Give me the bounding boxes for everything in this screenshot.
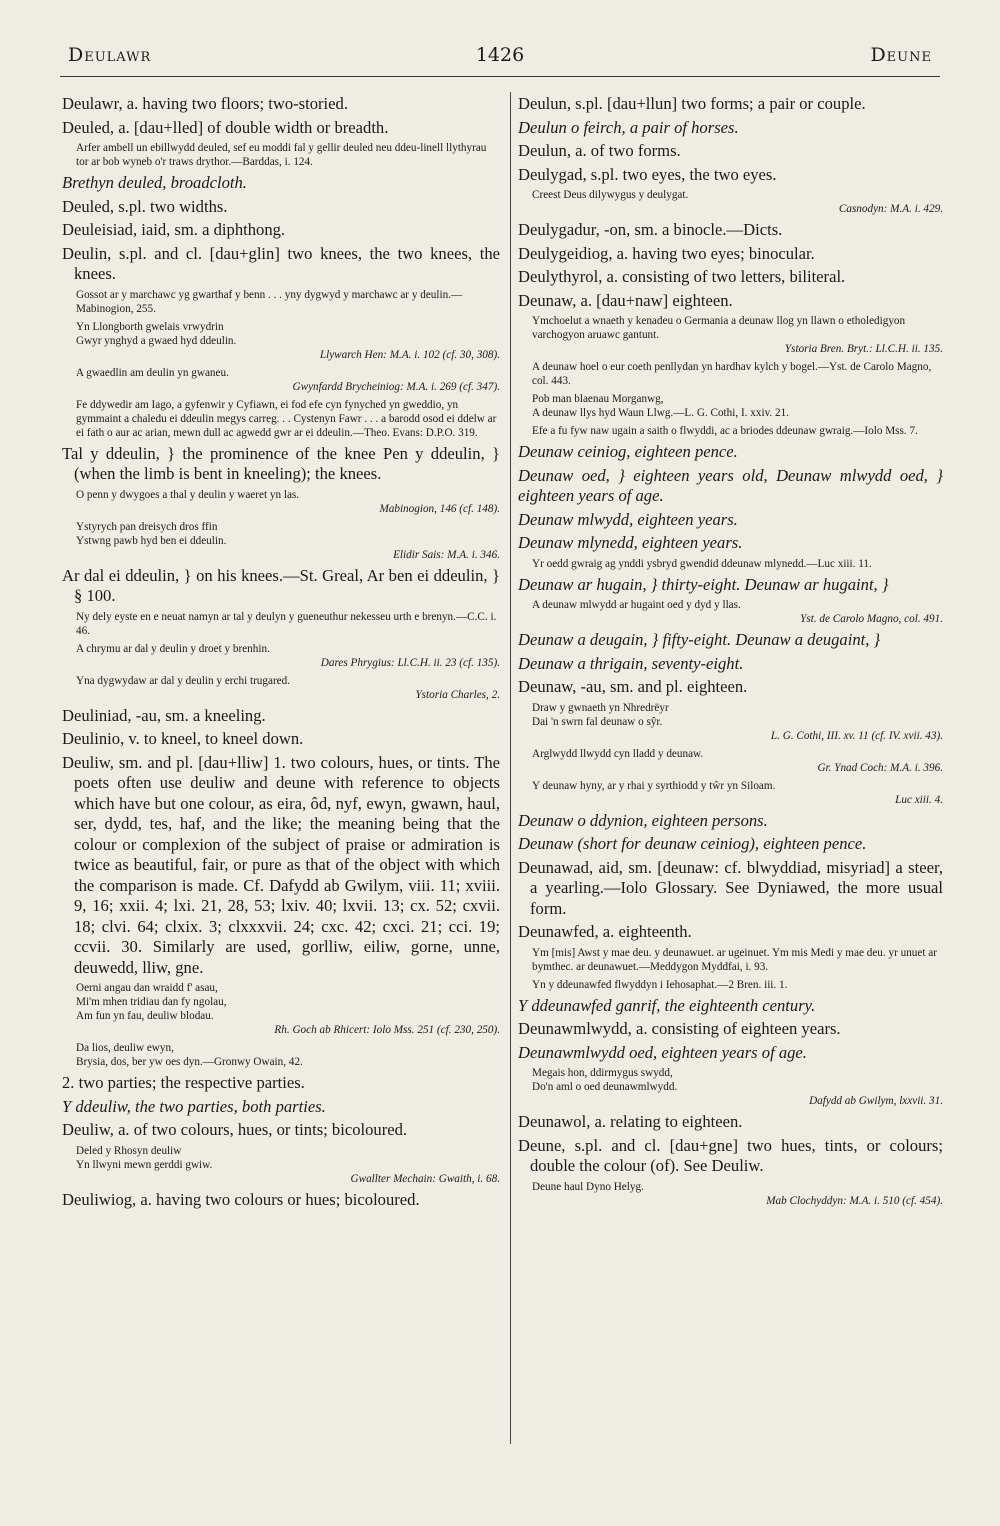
quotation-text: Deled y Rhosyn deuliw Yn llwyni mewn gerddi gwiw. [76, 1144, 213, 1171]
sense-number-line: 2. two parties; the respective parties. [62, 1073, 305, 1092]
dictionary-entry: Deunawol, a. relating to eighteen. [518, 1112, 743, 1131]
quotation [532, 424, 943, 438]
quotation-text: Pob man blaenau Morganwg, A deunaw llys hyd Waun Llwg.—L. G. Cothi, I. xxiv. 21. [532, 393, 790, 419]
quotation [532, 701, 943, 743]
page-number: 1426 [475, 44, 525, 66]
quotation-citation: Dafydd ab Gwilym, lxxvii. 31. [809, 1095, 943, 1107]
quotation [76, 1041, 500, 1069]
quotation-citation: Mab Clochyddyn: M.A. i. 510 (cf. 454). [766, 1194, 943, 1207]
phrase-entry: Brethyn deuled, broadcloth. [62, 173, 247, 192]
phrase-entry: Deunaw mlwydd, eighteen years. [518, 509, 738, 529]
quotation-citation: Elidir Sais: M.A. i. 346. [393, 548, 500, 561]
quotation-text: Efe a fu fyw naw ugain a saith o flwyddi, ac a briodes ddeunaw gwraig.—Iolo Mss. 7. [532, 425, 918, 437]
quotation-text: Draw y gwnaeth yn Nhredrëyr Dai 'n swrn fal deunaw o sŷr. [532, 701, 669, 728]
quotation [76, 1144, 500, 1186]
dictionary-entry: Deunaw, a. [dau+naw] eighteen. [518, 290, 733, 310]
dictionary-entry: Deulygeidiog, a. having two eyes; binocular. [518, 243, 815, 263]
quotation-text: Ymchoelut a wnaeth y kenadeu o Germania a deunaw llog yn llawn o etholedigyon varchogyon aruawc gantunt. [532, 315, 906, 341]
quotation [532, 1066, 943, 1108]
quotation [76, 642, 500, 670]
phrase-entry: Deunawmlwydd oed, eighteen years of age. [518, 1042, 807, 1062]
quotation-citation: Ystoria Bren. Bryt.: Ll.C.H. ii. 135. [784, 343, 943, 355]
quotation-text: O penn y dwygoes a thal y deulin y waeret yn las. [76, 488, 300, 501]
quotation-text: Da lios, deuliw ewyn, Brysia, dos, ber yw oes dyn.—Gronwy Owain, 42. [76, 1042, 303, 1068]
quotation-citation: Gwallter Mechain: Gwaith, i. 68. [350, 1172, 500, 1185]
dictionary-entry: Deulun, s.pl. [dau+llun] two forms; a pair or couple. [518, 94, 866, 113]
phrase-entry: Deunaw ceiniog, eighteen pence. [518, 442, 738, 461]
quotation-text: Y deunaw hyny, ar y rhai y syrthiodd y tŵr yn Siloam. [532, 779, 776, 792]
quotation-citation: Mabinogion, 146 (cf. 148). [379, 502, 500, 515]
quotation [532, 978, 943, 992]
quotation [532, 392, 943, 420]
dictionary-entry: Ar dal ei ddeulin, } on his knees.—St. Greal, Ar ben ei ddeulin, } § 100. [62, 565, 500, 605]
phrase-entry: Deunaw o ddynion, eighteen persons. [518, 810, 768, 830]
phrase-entry: Deunaw ar hugain, } thirty-eight. Deunaw ar hugaint, } [518, 574, 889, 594]
quotation [532, 314, 943, 356]
dictionary-entry: Deuled, a. [dau+lled] of double width or breadth. [62, 117, 389, 137]
quotation-text: Yn y ddeunawfed flwyddyn i Iehosaphat.—2 Bren. iii. 1. [532, 978, 788, 991]
quotation [76, 981, 500, 1037]
left-column [62, 94, 500, 1454]
quotation-text: Ym [mis] Awst y mae deu. y deunawuet. ar ugeinuet. Ym mis Medi y mae deu. yr unuet ar bymthec. ar deunawuet.—Meddygon Myddfai, i. 93. [532, 946, 937, 973]
dictionary-entry: Deunaw, -au, sm. and pl. eighteen. [518, 677, 748, 696]
quotation [76, 366, 500, 394]
dictionary-entry: Deune, s.pl. and cl. [dau+gne] two hues, tints, or colours; double the colour (of). See Deuliw. [518, 1135, 943, 1175]
quotation-citation: Casnodyn: M.A. i. 429. [838, 203, 943, 215]
quotation [76, 320, 500, 362]
quotation [532, 598, 943, 626]
quotation [532, 779, 943, 807]
quotation-text: Creest Deus dilywygus y deulygat. [532, 189, 689, 201]
phrase-entry: Deunaw oed, } eighteen years old, Deunaw mlwydd oed, } eighteen years of age. [518, 465, 943, 505]
dictionary-entry: Deulin, s.pl. and cl. [dau+glin] two knees, the two knees, the knees. [62, 243, 500, 283]
quotation-text: Arfer ambell un ebillwydd deuled, sef eu moddi fal y gellir deuled neu ddeu-linell llythyrau tor ar bob wyneb o'r traws drythor.—Barddas, i. 124. [76, 142, 487, 168]
dictionary-entry: Deunawad, aid, sm. [deunaw: cf. blwyddiad, misyriad] a steer, a yearling.—Iolo Glossary. See Dyniawed, the more usual form. [518, 857, 943, 918]
dictionary-entry: Deuliw, a. of two colours, hues, or tints; bicoloured. [62, 1120, 408, 1139]
dictionary-entry: Deuleisiad, iaid, sm. a diphthong. [62, 220, 286, 239]
dictionary-entry: Deulinio, v. to kneel, to kneel down. [62, 729, 304, 748]
quotation [76, 610, 500, 638]
dictionary-entry: Deuled, s.pl. two widths. [62, 196, 228, 216]
quotation [76, 520, 500, 562]
quotation-text: Yn Llongborth gwelais vrwydrin Gwyr ynghyd a gwaed hyd ddeulin. [76, 320, 237, 347]
phrase-entry: Deunaw (short for deunaw ceiniog), eighteen pence. [518, 834, 867, 853]
dictionary-entry: Deulawr, a. having two floors; two-storied. [62, 94, 348, 113]
quotation-text: Yr oedd gwraig ag ynddi ysbryd gwendid ddeunaw mlynedd.—Luc xiii. 11. [532, 557, 872, 570]
dictionary-entry: Deulygad, s.pl. two eyes, the two eyes. [518, 164, 777, 184]
quotation [532, 557, 943, 571]
phrase-entry: Deunaw a deugain, } fifty-eight. Deunaw a deugaint, } [518, 630, 881, 649]
phrase-entry: Deunaw a thrigain, seventy-eight. [518, 653, 744, 673]
right-column [518, 94, 943, 1454]
running-header [60, 40, 940, 77]
quotation-citation: Luc xiii. 4. [895, 793, 943, 806]
dictionary-entry: Tal y ddeulin, } the prominence of the knee Pen y ddeulin, } (when the limb is bent in kneeling); the knees. [62, 443, 500, 483]
quotation-text: Arglwydd llwydd cyn lladd y deunaw. [532, 747, 704, 760]
quotation-text: A chrymu ar dal y deulin y droet y brenhin. [76, 642, 270, 655]
quotation-citation: Rh. Goch ab Rhicert: Iolo Mss. 251 (cf. 230, 250). [274, 1024, 500, 1036]
phrase-entry: Deunaw mlynedd, eighteen years. [518, 533, 743, 552]
quotation [532, 188, 943, 216]
phrase-entry: Deulun o feirch, a pair of horses. [518, 117, 739, 137]
header-left-guideword: Deulawr [68, 44, 152, 66]
quotation [532, 360, 943, 388]
quotation [76, 674, 500, 702]
quotation [76, 488, 500, 516]
dictionary-entry: Deunawmlwydd, a. consisting of eighteen years. [518, 1019, 841, 1038]
quotation-citation: Gwynfardd Brycheiniog: M.A. i. 269 (cf. 347). [292, 380, 500, 393]
quotation-text: A deunaw hoel o eur coeth penllydan yn hardhav kylch y bogel.—Yst. de Carolo Magno, col. 443. [532, 361, 932, 387]
quotation [532, 1180, 943, 1208]
quotation-citation: Ystoria Charles, 2. [415, 688, 500, 701]
quotation-text: Ny dely eyste en e neuat namyn ar tal y deulyn y gueneuthur nekesseu urth e brenyn.—C.C. i. 46. [76, 610, 497, 637]
quotation [532, 747, 943, 775]
quotation-text: Fe ddywedir am Iago, a gyfenwir y Cyfiawn, ei fod efe cyn fynyched yn gweddio, yn gymmaint a chaledu ei ddeulin megys carreg. . . Cystenyn Fawr . . . a barodd osod ei ddelw ar ei fath o aur ac arian, mewn dull ac agwedd gwr ar ei ddeulin.—Theo. Evans: D.P.O. 319. [76, 398, 497, 439]
quotation-citation: Llywarch Hen: M.A. i. 102 (cf. 30, 308). [319, 348, 500, 361]
quotation-text: Deune haul Dyno Helyg. [532, 1180, 644, 1193]
quotation-text: A deunaw mlwydd ar hugaint oed y dyd y llas. [532, 599, 741, 611]
quotation-citation: Gr. Ynad Coch: M.A. i. 396. [817, 761, 943, 774]
quotation [76, 288, 500, 316]
dictionary-entry: Deuliniad, -au, sm. a kneeling. [62, 705, 266, 725]
dictionary-entry: Deulygadur, -on, sm. a binocle.—Dicts. [518, 220, 783, 239]
dictionary-entry: Deuliwiog, a. having two colours or hues; bicoloured. [62, 1189, 420, 1209]
quotation-text: Megais hon, ddirmygus swydd, Do'n aml o oed deunawmlwydd. [532, 1067, 678, 1093]
dictionary-entry: Deulythyrol, a. consisting of two letters, biliteral. [518, 267, 846, 286]
quotation-citation: L. G. Cothi, III. xv. 11 (cf. IV. xvii. 43). [770, 729, 943, 742]
dictionary-entry: Deunawfed, a. eighteenth. [518, 922, 692, 941]
quotation-citation: Dares Phrygius: Ll.C.H. ii. 23 (cf. 135). [320, 656, 500, 669]
quotation [76, 398, 500, 440]
dictionary-entry: Deulun, a. of two forms. [518, 141, 681, 160]
quotation [532, 946, 943, 974]
quotation-text: A gwaedlin am deulin yn gwaneu. [76, 366, 229, 379]
column-divider [510, 92, 511, 1444]
quotation-text: Oerni angau dan wraidd f' asau, Mi'm mhen tridiau dan fy ngolau, Am fun yn fau, deuliw blodau. [76, 982, 227, 1022]
phrase-entry: Y ddeuliw, the two parties, both parties. [62, 1096, 326, 1116]
dictionary-entry: Deuliw, sm. and pl. [dau+lliw] 1. two colours, hues, or tints. The poets often use deuliw and deune with reference to objects which have but one colour, as eira, ôd, nyf, ewyn, gwawn, haul, ser, dydd, tes, haf, and the like; the meaning being that the colour or complexion of the subject of praise or admiration is twice as beautiful, fair, or pure as that of the object with which the comparison is made. Cf. Dafydd ab Gwilym, viii. 11; xviii. 9, 16; xxii. 4; lxi. 21, 28, 53; lxiv. 40; lxvii. 13; cx. 52; cxvii. 18; clvi. 64; clxix. 3; clxxxvii. 24; cxc. 42; cxci. 21; cci. 19; ccvii. 30. Similarly are used, gorlliw, eiliw, gorne, unne, deuwedd, lliw, gne. [62, 752, 500, 977]
phrase-entry: Y ddeunawfed ganrif, the eighteenth century. [518, 995, 816, 1015]
quotation-text: Gossot ar y marchawc yg gwarthaf y benn . . . yny dygwyd y marchawc ar y deulin.—Mabinogion, 255. [76, 288, 463, 315]
quotation-text: Yna dygwydaw ar dal y deulin y erchi trugared. [76, 674, 291, 687]
quotation [76, 141, 500, 169]
header-right-guideword: Deune [870, 44, 932, 66]
quotation-text: Ystyrych pan dreisych dros ffin Ystwng pawb hyd ben ei ddeulin. [76, 520, 227, 547]
quotation-citation: Yst. de Carolo Magno, col. 491. [800, 613, 943, 625]
